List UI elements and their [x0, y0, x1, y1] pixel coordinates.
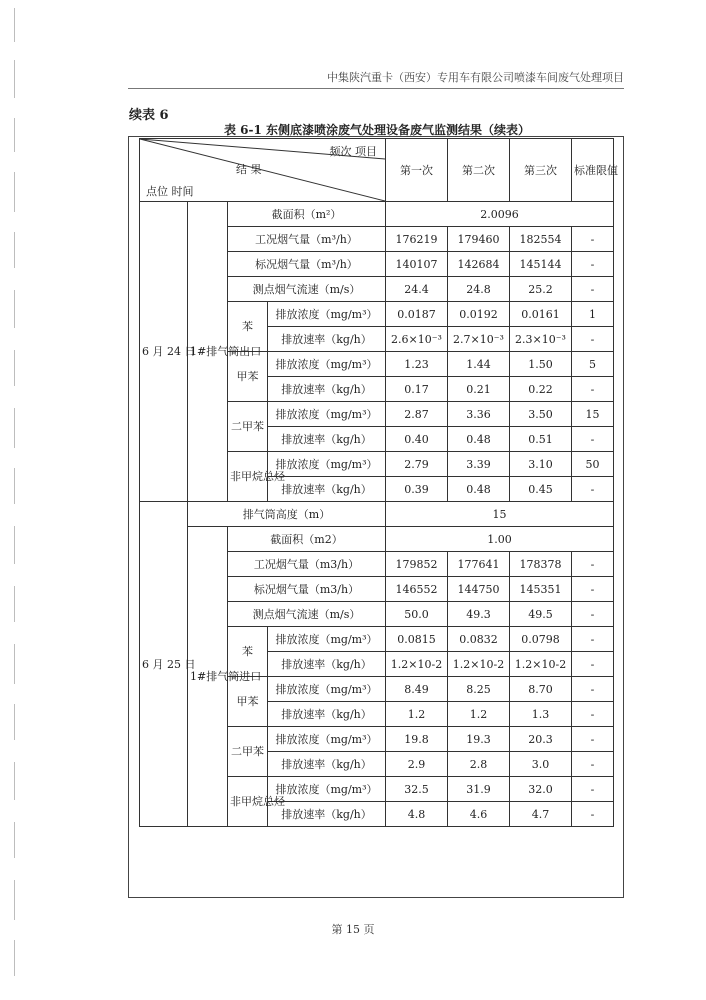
pollutant-cell: 甲苯 — [228, 677, 268, 727]
date-cell: 6 月 25 日 — [140, 502, 188, 827]
value-first: 1.23 — [386, 352, 448, 377]
value-third: 0.45 — [510, 477, 572, 502]
value-third: 3.50 — [510, 402, 572, 427]
value-limit: - — [572, 477, 614, 502]
header-third: 第三次 — [510, 139, 572, 202]
item-cell: 标况烟气量（m3/h） — [228, 577, 386, 602]
value-second: 0.0192 — [448, 302, 510, 327]
value-third: 0.51 — [510, 427, 572, 452]
value-third: 1.3 — [510, 702, 572, 727]
value-third: 0.0798 — [510, 627, 572, 652]
value-first: 0.0815 — [386, 627, 448, 652]
value-first: 2.9 — [386, 752, 448, 777]
header-second: 第二次 — [448, 139, 510, 202]
value-second: 19.3 — [448, 727, 510, 752]
value-limit: - — [572, 377, 614, 402]
value-limit: - — [572, 327, 614, 352]
item-cell: 排放浓度（mg/m³） — [268, 452, 386, 477]
value-second: 24.8 — [448, 277, 510, 302]
pollutant-cell: 非甲烷总烃 — [228, 777, 268, 827]
value-second: 49.3 — [448, 602, 510, 627]
value-second: 4.6 — [448, 802, 510, 827]
value-limit: - — [572, 602, 614, 627]
value-limit: - — [572, 427, 614, 452]
page-number: 第 15 页 — [331, 923, 375, 936]
block-june-24 — [140, 202, 614, 502]
value-first: 140107 — [386, 252, 448, 277]
value-first: 2.6×10⁻³ — [386, 327, 448, 352]
table-row — [140, 527, 614, 552]
value-first: 2.79 — [386, 452, 448, 477]
value-first: 176219 — [386, 227, 448, 252]
value-second: 1.2 — [448, 702, 510, 727]
value-limit: - — [572, 702, 614, 727]
item-cell: 排放浓度（mg/m³） — [268, 352, 386, 377]
value-third: 0.22 — [510, 377, 572, 402]
value-third: 182554 — [510, 227, 572, 252]
value-second: 3.36 — [448, 402, 510, 427]
value-first: 50.0 — [386, 602, 448, 627]
value-third: 145351 — [510, 577, 572, 602]
value-first: 0.39 — [386, 477, 448, 502]
item-cell: 排放浓度（mg/m³） — [268, 627, 386, 652]
location-cell: 1#排气筒出口 — [188, 202, 228, 502]
value-limit: - — [572, 727, 614, 752]
item-cell: 排放速率（kg/h） — [268, 802, 386, 827]
value-second: 2.7×10⁻³ — [448, 327, 510, 352]
value-third: 20.3 — [510, 727, 572, 752]
value-limit: 5 — [572, 352, 614, 377]
value-first: 146552 — [386, 577, 448, 602]
continued-table-label: 续表 6 — [129, 108, 169, 123]
table-row — [140, 502, 614, 527]
header-divider — [128, 88, 624, 89]
value-limit: 1 — [572, 302, 614, 327]
value-second: 0.21 — [448, 377, 510, 402]
item-cell: 工况烟气量（m³/h） — [228, 227, 386, 252]
item-cell: 排放浓度（mg/m³） — [268, 302, 386, 327]
pollutant-cell: 苯 — [228, 302, 268, 352]
value-third: 3.0 — [510, 752, 572, 777]
value-limit: - — [572, 677, 614, 702]
stack-height-label: 排气筒高度（m） — [188, 502, 386, 527]
value-third: 178378 — [510, 552, 572, 577]
item-cell: 排放速率（kg/h） — [268, 752, 386, 777]
pollutant-cell: 二甲苯 — [228, 402, 268, 452]
binding-edge — [14, 0, 16, 1000]
value-third: 2.3×10⁻³ — [510, 327, 572, 352]
value-second: 3.39 — [448, 452, 510, 477]
item-cell: 排放速率（kg/h） — [268, 427, 386, 452]
value-limit: - — [572, 552, 614, 577]
value-second: 142684 — [448, 252, 510, 277]
value-first: 4.8 — [386, 802, 448, 827]
header-frequency-item: 频次 项目 — [329, 145, 377, 158]
value-first: 8.49 — [386, 677, 448, 702]
item-cell: 测点烟气流速（m/s） — [228, 602, 386, 627]
value-limit: 50 — [572, 452, 614, 477]
value-limit: - — [572, 577, 614, 602]
pollutant-cell: 甲苯 — [228, 352, 268, 402]
item-cell: 排放速率（kg/h） — [268, 702, 386, 727]
value-second: 31.9 — [448, 777, 510, 802]
value-limit: - — [572, 227, 614, 252]
value-third: 145144 — [510, 252, 572, 277]
value-third: 1.50 — [510, 352, 572, 377]
value-first: 1.2×10-2 — [386, 652, 448, 677]
value-third: 49.5 — [510, 602, 572, 627]
item-cell: 截面积（m²） — [228, 202, 386, 227]
pollutant-cell: 非甲烷总烃 — [228, 452, 268, 502]
item-cell: 测点烟气流速（m/s） — [228, 277, 386, 302]
value-first: 0.40 — [386, 427, 448, 452]
header-diagonal-cell — [140, 139, 386, 202]
item-cell: 工况烟气量（m3/h） — [228, 552, 386, 577]
block-june-25 — [140, 502, 614, 827]
item-cell: 标况烟气量（m³/h） — [228, 252, 386, 277]
header-result: 结 果 — [236, 163, 262, 176]
value-third: 0.0161 — [510, 302, 572, 327]
document-header: 中集陕汽重卡（西安）专用车有限公司喷漆车间废气处理项目 — [327, 71, 624, 84]
item-cell: 排放速率（kg/h） — [268, 477, 386, 502]
value-limit: - — [572, 802, 614, 827]
item-cell: 截面积（m2） — [228, 527, 386, 552]
value-second: 179460 — [448, 227, 510, 252]
merged-value-cell: 2.0096 — [386, 202, 614, 227]
location-cell: 1#排气筒进口 — [188, 527, 228, 827]
table-row — [140, 202, 614, 227]
value-third: 3.10 — [510, 452, 572, 477]
item-cell: 排放浓度（mg/m³） — [268, 402, 386, 427]
value-second: 0.48 — [448, 477, 510, 502]
value-first: 0.17 — [386, 377, 448, 402]
item-cell: 排放浓度（mg/m³） — [268, 777, 386, 802]
value-second: 144750 — [448, 577, 510, 602]
value-limit: 15 — [572, 402, 614, 427]
date-cell: 6 月 24 日 — [140, 202, 188, 502]
value-third: 1.2×10-2 — [510, 652, 572, 677]
value-first: 2.87 — [386, 402, 448, 427]
value-third: 8.70 — [510, 677, 572, 702]
value-second: 0.0832 — [448, 627, 510, 652]
value-third: 25.2 — [510, 277, 572, 302]
header-limit: 标准限值 — [572, 139, 614, 202]
item-cell: 排放速率（kg/h） — [268, 327, 386, 352]
value-first: 32.5 — [386, 777, 448, 802]
value-limit: - — [572, 652, 614, 677]
value-limit: - — [572, 252, 614, 277]
value-limit: - — [572, 277, 614, 302]
value-first: 0.0187 — [386, 302, 448, 327]
value-second: 8.25 — [448, 677, 510, 702]
value-first: 179852 — [386, 552, 448, 577]
value-second: 2.8 — [448, 752, 510, 777]
pollutant-cell: 二甲苯 — [228, 727, 268, 777]
item-cell: 排放速率（kg/h） — [268, 652, 386, 677]
item-cell: 排放浓度（mg/m³） — [268, 727, 386, 752]
value-first: 19.8 — [386, 727, 448, 752]
monitoring-results-table — [139, 138, 618, 827]
header-first: 第一次 — [386, 139, 448, 202]
value-second: 1.2×10-2 — [448, 652, 510, 677]
value-limit: - — [572, 627, 614, 652]
item-cell: 排放浓度（mg/m³） — [268, 677, 386, 702]
value-limit: - — [572, 752, 614, 777]
value-second: 0.48 — [448, 427, 510, 452]
value-second: 177641 — [448, 552, 510, 577]
value-third: 4.7 — [510, 802, 572, 827]
value-limit: - — [572, 777, 614, 802]
value-first: 1.2 — [386, 702, 448, 727]
header-location-time: 点位 时间 — [146, 185, 194, 198]
value-first: 24.4 — [386, 277, 448, 302]
value-third: 32.0 — [510, 777, 572, 802]
value-second: 1.44 — [448, 352, 510, 377]
item-cell: 排放速率（kg/h） — [268, 377, 386, 402]
pollutant-cell: 苯 — [228, 627, 268, 677]
merged-value-cell: 1.00 — [386, 527, 614, 552]
stack-height-value: 15 — [386, 502, 614, 527]
table-caption: 表 6-1 东侧底漆喷涂废气处理设备废气监测结果（续表） — [223, 123, 531, 137]
